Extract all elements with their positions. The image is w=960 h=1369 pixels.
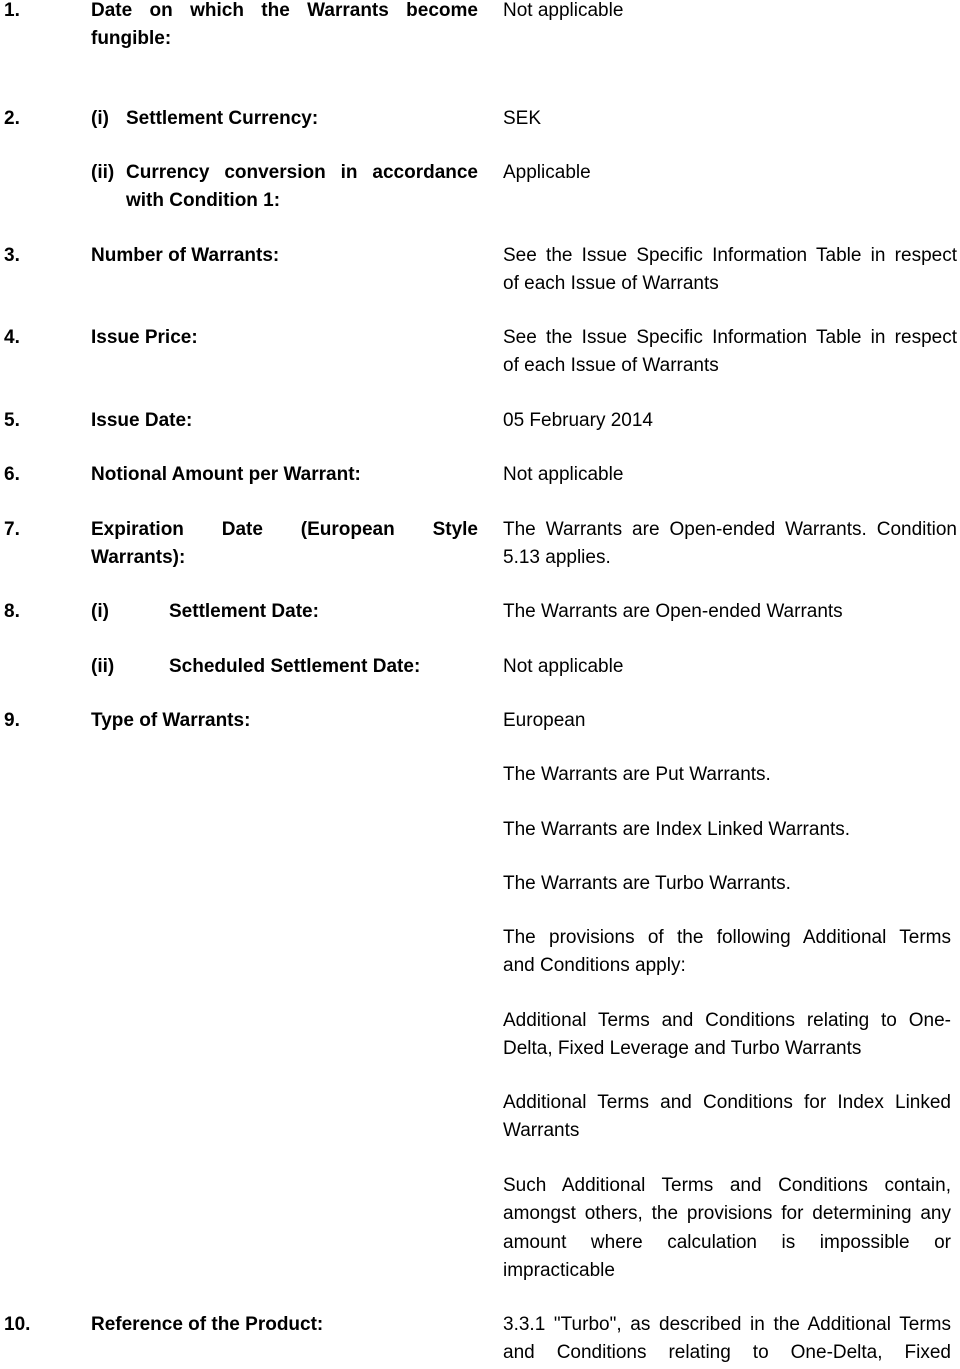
item-4-value-line-2: of each Issue of Warrants xyxy=(503,355,719,376)
item-10-value-line-1: 3.3.1 "Turbo", as described in the Additional Terms xyxy=(503,1314,951,1335)
item-1-number: 1. xyxy=(4,0,20,21)
item-6-number: 6. xyxy=(4,464,20,485)
item-9-value-european: European xyxy=(503,710,586,731)
item-1-label-line-2: fungible: xyxy=(91,28,172,49)
item-9-such-line-1: Such Additional Terms and Conditions contain, xyxy=(503,1175,951,1196)
item-8-label: Settlement Date: xyxy=(169,601,319,622)
item-10-number: 10. xyxy=(4,1314,31,1335)
item-9-such-line-3: amount where calculation is impossible or xyxy=(503,1232,951,1253)
item-8-sub-i: (i) xyxy=(91,601,109,622)
item-8-number: 8. xyxy=(4,601,20,622)
item-8-sub-ii: (ii) xyxy=(91,656,115,677)
item-5-label: Issue Date: xyxy=(91,410,193,431)
item-2ii-label-line-1: Currency conversion in accordance xyxy=(126,162,478,183)
item-5-number: 5. xyxy=(4,410,20,431)
item-1-label-line-1: Date on which the Warrants become xyxy=(91,0,478,21)
item-7-label-line-2: Warrants): xyxy=(91,547,186,568)
item-4-value-line-1: See the Issue Specific Information Table in respect xyxy=(503,327,957,348)
item-3-value-line-2: of each Issue of Warrants xyxy=(503,273,719,294)
item-2ii-label-line-2: with Condition 1: xyxy=(126,190,281,211)
item-2-number: 2. xyxy=(4,108,20,129)
item-9-provisions-line-1: The provisions of the following Additional Terms xyxy=(503,927,951,948)
item-7-label-line-1: Expiration Date (European Style xyxy=(91,519,478,540)
item-8ii-value: Not applicable xyxy=(503,656,624,677)
item-2-label: Settlement Currency: xyxy=(126,108,319,129)
item-9-number: 9. xyxy=(4,710,20,731)
item-9-indexlinked-line-1: Additional Terms and Conditions for Index Linked xyxy=(503,1092,951,1113)
item-7-value-line-2: 5.13 applies. xyxy=(503,547,611,568)
item-5-value: 05 February 2014 xyxy=(503,410,653,431)
item-2ii-value: Applicable xyxy=(503,162,591,183)
item-3-value-line-1: See the Issue Specific Information Table in respect xyxy=(503,245,957,266)
item-10-label: Reference of the Product: xyxy=(91,1314,324,1335)
item-9-such-line-2: amongst others, the provisions for determining any xyxy=(503,1203,951,1224)
item-2-value: SEK xyxy=(503,108,542,129)
item-4-number: 4. xyxy=(4,327,20,348)
item-9-provisions-line-2: and Conditions apply: xyxy=(503,955,686,976)
item-9-label: Type of Warrants: xyxy=(91,710,251,731)
item-4-label: Issue Price: xyxy=(91,327,198,348)
item-6-label: Notional Amount per Warrant: xyxy=(91,464,361,485)
item-9-onedelta-line-1: Additional Terms and Conditions relating to One- xyxy=(503,1010,951,1031)
item-9-indexlinked-line-2: Warrants xyxy=(503,1120,580,1141)
item-3-number: 3. xyxy=(4,245,20,266)
item-2-sub-i: (i) xyxy=(91,108,109,129)
item-7-number: 7. xyxy=(4,519,20,540)
item-8-value: The Warrants are Open-ended Warrants xyxy=(503,601,843,622)
item-1-value: Not applicable xyxy=(503,0,624,21)
item-9-value-index-linked: The Warrants are Index Linked Warrants. xyxy=(503,819,851,840)
item-9-value-put: The Warrants are Put Warrants. xyxy=(503,764,771,785)
item-9-such-line-4: impracticable xyxy=(503,1260,615,1281)
item-10-value-line-2: and Conditions relating to One-Delta, Fixed xyxy=(503,1342,951,1363)
item-7-value-line-1: The Warrants are Open-ended Warrants. Condition xyxy=(503,519,957,540)
item-9-onedelta-line-2: Delta, Fixed Leverage and Turbo Warrants xyxy=(503,1038,862,1059)
item-3-label: Number of Warrants: xyxy=(91,245,280,266)
item-8ii-label: Scheduled Settlement Date: xyxy=(169,656,421,677)
item-2-sub-ii: (ii) xyxy=(91,162,115,183)
item-6-value: Not applicable xyxy=(503,464,624,485)
item-9-value-turbo: The Warrants are Turbo Warrants. xyxy=(503,873,791,894)
